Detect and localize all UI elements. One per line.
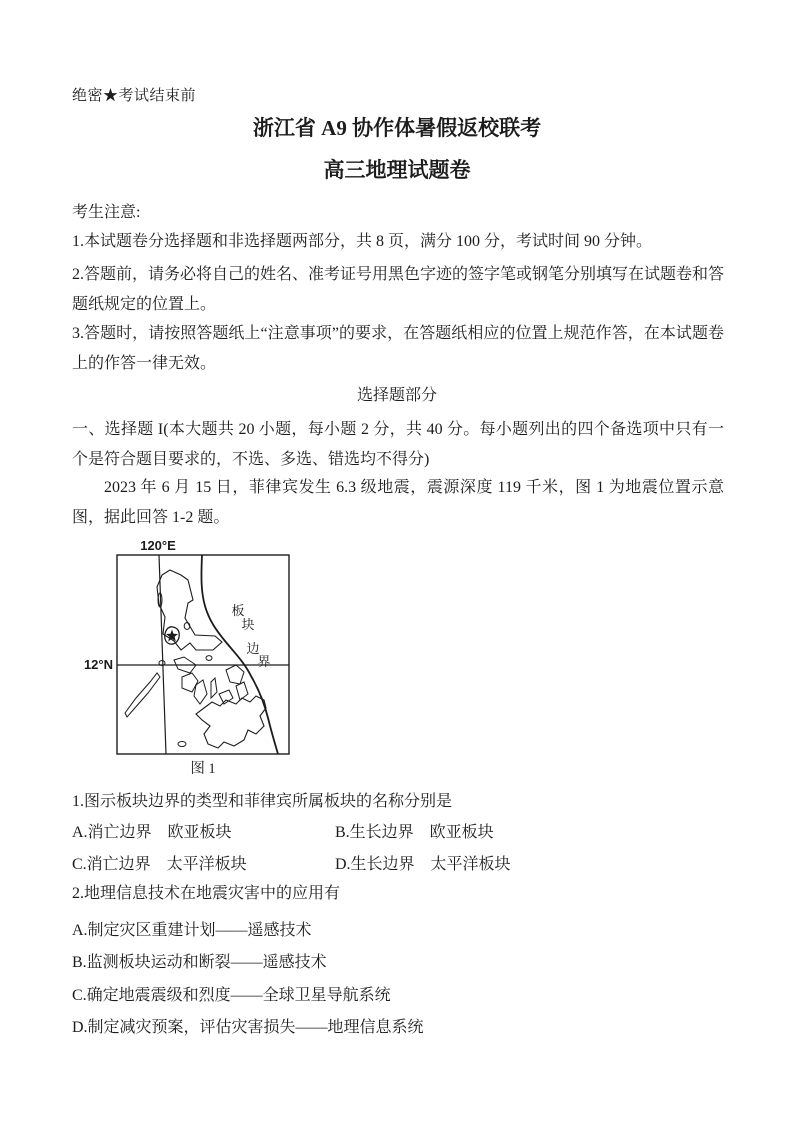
figure-caption: 图 1: [190, 761, 216, 777]
secrecy-notice: 绝密★考试结束前: [72, 88, 197, 104]
plate-boundary-label-char-1: 板: [231, 603, 245, 618]
notice-heading: 考生注意:: [72, 204, 141, 221]
exam-subtitle: 高三地理试题卷: [323, 158, 471, 182]
q1-option-b: B.生长边界 欧亚板块: [335, 823, 494, 841]
q1-option-d: D.生长边界 太平洋板块: [335, 856, 511, 874]
notice-item-2: 2.答题前，请务必将自己的姓名、准考证号用黑色字迹的签字笔或钢笔分别填写在试题卷和答题纸规定的位置上。: [72, 266, 725, 313]
question-2-stem: 2.地理信息技术在地震灾害中的应用有: [72, 885, 341, 902]
meridian-120e-line: [159, 555, 166, 754]
section-title: 选择题部分: [356, 387, 437, 404]
philippines-map-svg: [78, 536, 310, 780]
small-islet: [184, 623, 190, 630]
plate-boundary-label-char-4: 界: [257, 654, 271, 669]
mindanao-island-outline: [196, 696, 266, 748]
question-2-options: [72, 915, 724, 1044]
exam-title: 浙江省 A9 协作体暑假返校联考: [252, 116, 542, 140]
plate-boundary-label-char-3: 边: [246, 641, 260, 656]
q2-option-b: B.监测板块运动和断裂——遥感技术: [72, 954, 327, 972]
notice-item-1: 1.本试题卷分选择题和非选择题两部分，共 8 页，满分 100 分，考试时间 90 分钟。: [72, 233, 653, 250]
q2-option-c: C.确定地震震级和烈度——全球卫星导航系统: [72, 986, 391, 1004]
small-islet-3: [178, 742, 186, 747]
question-1-stem: 1.图示板块边界的类型和菲律宾所属板块的名称分别是: [72, 793, 453, 810]
notice-item-3: 3.答题时，请按照答题纸上“注意事项”的要求，在答题纸相应的位置上规范作答，在本试题卷上的作答一律无效。: [72, 325, 724, 372]
palawan-island-outline: [125, 673, 160, 717]
cebu-island-outline: [211, 678, 217, 698]
q1-option-a: A.消亡边界 欧亚板块: [72, 823, 232, 841]
q2-option-a: A.制定灾区重建计划——遥感技术: [72, 922, 312, 939]
latitude-label: 12°N: [83, 657, 113, 672]
question-group-instructions: 一、选择题 I(本大题共 20 小题，每小题 2 分，共 40 分。每小题列出的四个备选项中只有一个是符合题目要求的，不选、多选、错选均不得分): [72, 421, 724, 468]
q2-option-d: D.制定减灾预案，评估灾害损失——地理信息系统: [72, 1018, 424, 1036]
plate-boundary-label-char-2: 块: [241, 617, 255, 632]
map-figure: [78, 536, 310, 780]
leyte-island-outline: [236, 682, 248, 700]
luzon-island-outline: [157, 570, 222, 650]
negros-island-outline: [194, 680, 207, 704]
small-islet-2: [206, 656, 212, 661]
q1-option-c: C.消亡边界 太平洋板块: [72, 856, 247, 874]
question-1-options: [72, 814, 632, 879]
passage-text: 2023 年 6 月 15 日，菲律宾发生 6.3 级地震，震源深度 119 千米，图 1 为地震位置示意图，据此回答 1-2 题。: [72, 479, 724, 526]
longitude-label: 120°E: [140, 538, 176, 553]
samar-island-outline: [226, 665, 244, 684]
